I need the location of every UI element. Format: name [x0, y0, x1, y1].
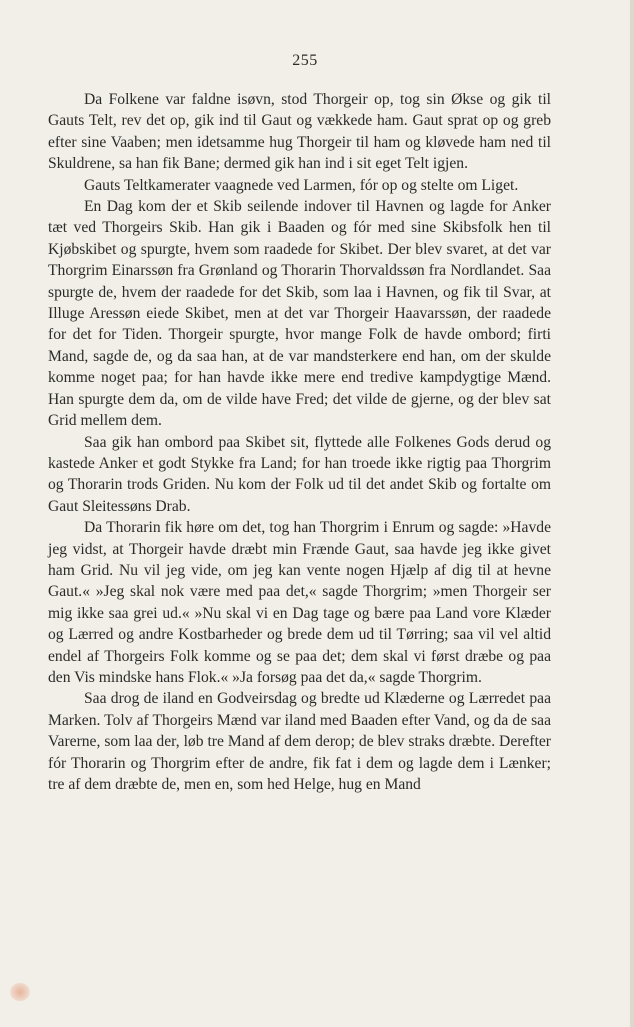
- paragraph: Saa gik han ombord paa Skibet sit, flyttede alle Folkenes Gods derud og kastede Anker et godt Stykke fra Land; for han troede ikke rigtig paa Thorgrim og Thorarin trods Griden. Nu kom der Folk ud til det andet Skib og fortalte om Gaut Sleitessøns Drab.: [48, 433, 551, 515]
- paragraph: Da Thorarin fik høre om det, tog han Thorgrim i Enrum og sagde: »Havde jeg vidst, at Thorgeir havde dræbt min Frænde Gaut, saa havde jeg ikke givet ham Grid. Nu vil jeg vide, om jeg kan vente nogen Hjælp af dig til at hevne Gaut.« »Jeg skal nok være med paa det,« sagde Thorgrim; »men Thorgeir ser mig ikke saa grei ud.« »Nu skal vi en Dag tage og bære paa Land vore Klæder og Lærred og andre Kostbarheder og brede dem ud til Tørring; saa vil vel altid endel af Thorgeirs Folk komme og se paa det; dem skal vi først dræbe og paa den Vis mindske hans Flok.« »Ja forsøg paa det da,« sagde Thorgrim.: [48, 519, 551, 686]
- paragraph: Gauts Teltkamerater vaagnede ved Larmen, fór op og stelte om Liget.: [84, 176, 519, 194]
- paper-stain: [10, 983, 30, 1001]
- paragraph: Saa drog de iland en Godveirsdag og bredte ud Klæderne og Lærredet paa Marken. Tolv af Thorgeirs Mænd var iland med Baaden efter Vand, og da de saa Varerne, som laa der, løb tre Mand af dem derop; de blev straks dræbte. Derefter fór Thorarin og Thorgrim efter de andre, fik fat i dem og lagde dem i Lænker; tre af dem dræbte de, men en, som hed Helge, hug en Mand: [48, 690, 551, 793]
- page-number: 255: [292, 52, 318, 69]
- paragraph: En Dag kom der et Skib seilende indover til Havnen og lagde for Anker tæt ved Thorgeirs Skib. Han gik i Baaden og fór med sine Skibsfolk hen til Kjøbskibet og spurgte, hvem som raadede for Skibet. Der blev svaret, at det var Thorgrim Einarssøn fra Grønland og Thorarin Thorvaldssøn fra Nordlandet. Saa spurgte de, hvem der raadede for det Skib, som laa i Havnen, og fik til Svar, at Illuge Aressøn eiede Skibet, men at det var Thorgeir Haavarssøn, der raadede for det for Tiden. Thorgeir spurgte, hvor mange Folk de havde ombord; firti Mand, sagde de, og da saa han, at de var mandsterkere end han, om der skulde komme noget paa; for han havde ikke mere end tredive kampdygtige Mænd. Han spurgte dem da, om de vilde have Fred; det vilde de gjerne, og der blev sat Grid mellem dem.: [48, 198, 551, 430]
- body-text: [48, 89, 551, 795]
- page-edge: [630, 0, 634, 1027]
- paragraph: Da Folkene var faldne isøvn, stod Thorgeir op, tog sin Økse og gik til Gauts Telt, rev det op, gik ind til Gaut og vækkede ham. Gaut sprat op og greb efter sine Vaaben; men idetsamme hug Thorgeir til ham og kløvede ham ned til Skuldrene, sa han fik Bane; dermed gik han ind i sit eget Telt igjen.: [48, 91, 551, 173]
